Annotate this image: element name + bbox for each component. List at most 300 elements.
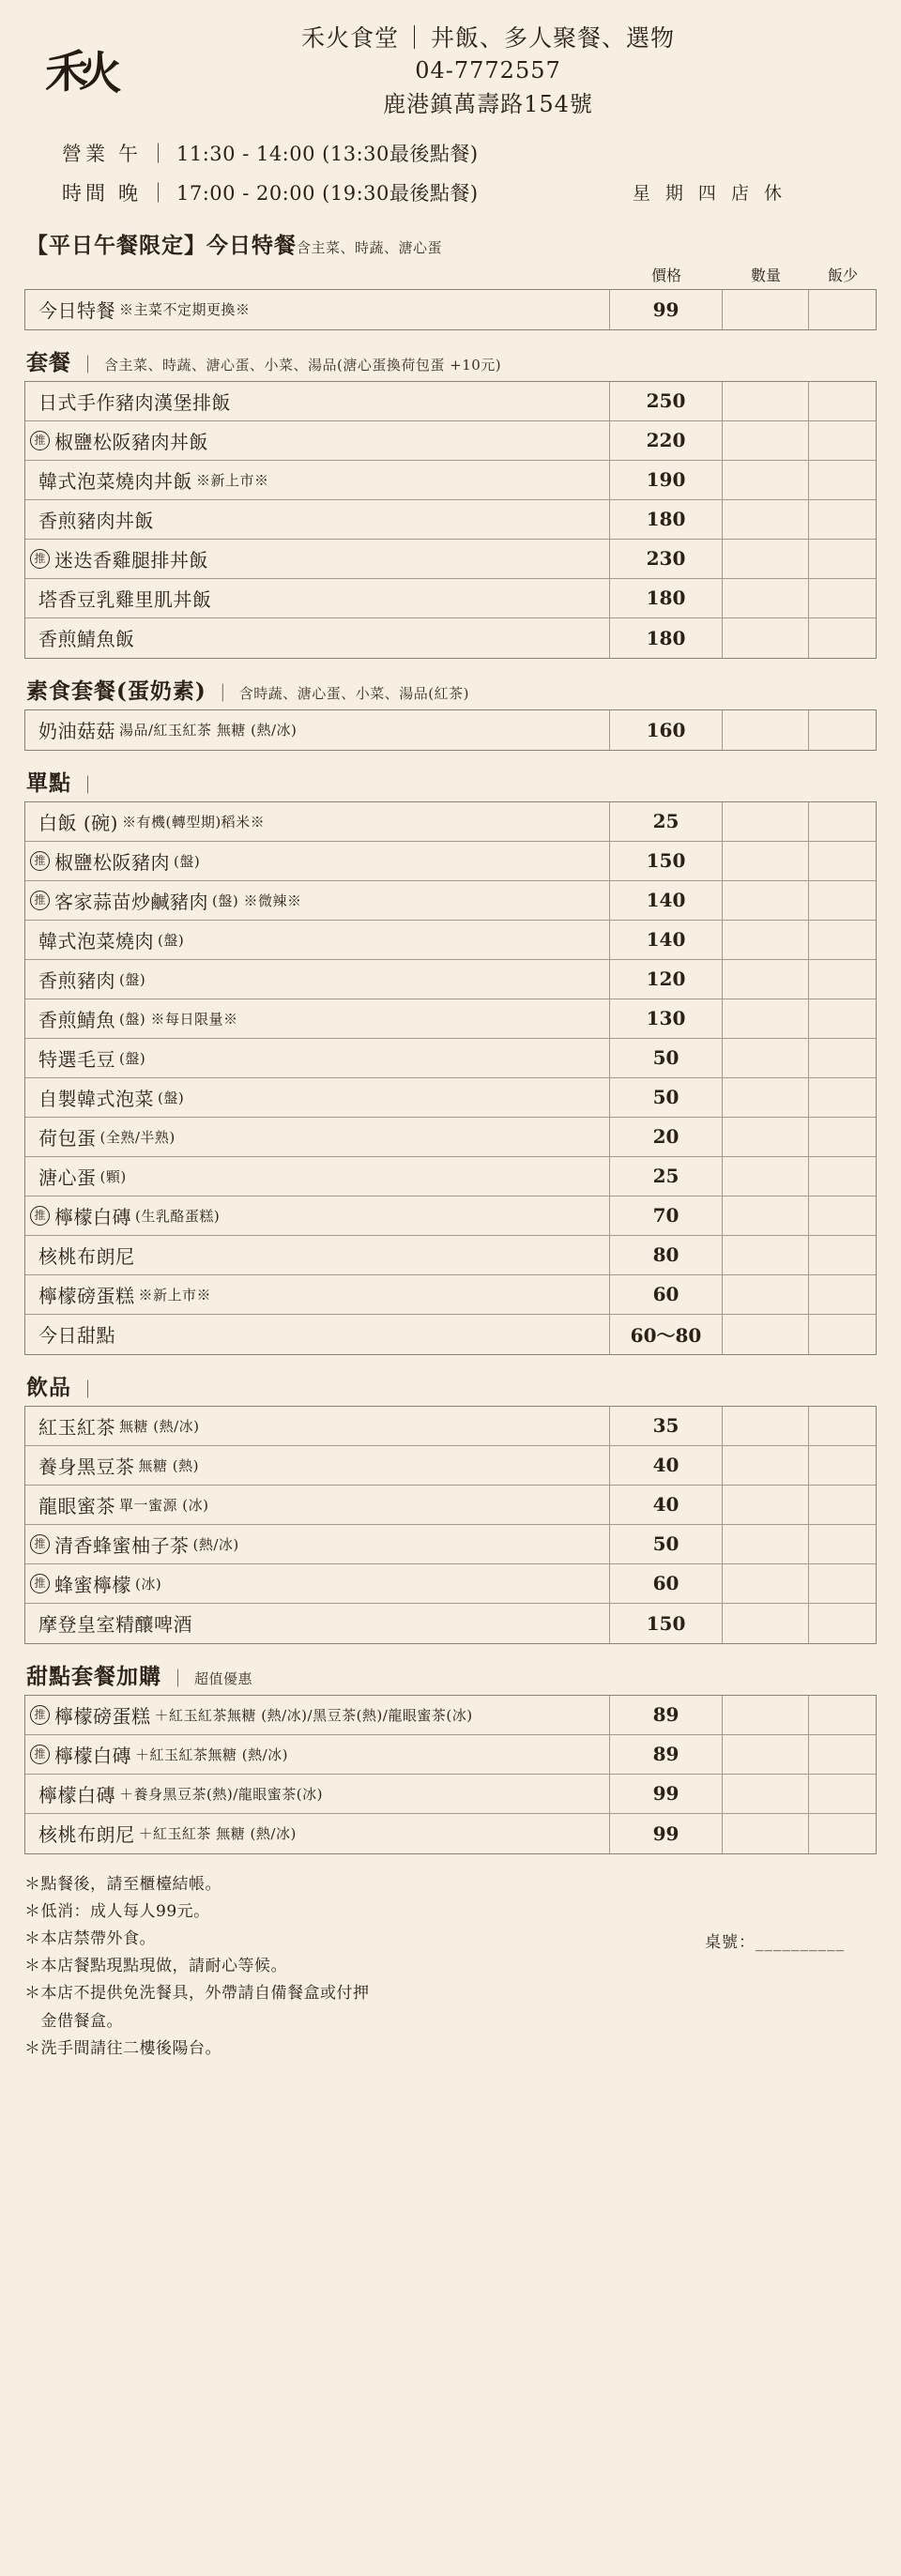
menu-section bbox=[24, 345, 877, 659]
item-name-cell bbox=[25, 921, 609, 959]
item-name-cell bbox=[25, 1775, 609, 1813]
menu-item-row[interactable] bbox=[25, 842, 876, 881]
item-less-rice-checkbox[interactable] bbox=[808, 1157, 876, 1196]
menu-item-row[interactable] bbox=[25, 1735, 876, 1775]
title-separator: ｜ bbox=[402, 24, 427, 52]
item-note: (盤) bbox=[119, 1049, 146, 1067]
item-name-cell bbox=[25, 802, 609, 841]
item-price: 70 bbox=[609, 1197, 722, 1235]
item-less-rice-checkbox[interactable] bbox=[808, 1315, 876, 1354]
item-price: 99 bbox=[609, 1775, 722, 1813]
item-note: 無糖 (熱) bbox=[138, 1456, 199, 1474]
hours-label-time: 時間 bbox=[62, 181, 109, 205]
item-name-cell bbox=[25, 1039, 609, 1077]
item-note: (顆) bbox=[99, 1167, 127, 1185]
item-less-rice-checkbox[interactable] bbox=[808, 500, 876, 539]
menu-item-row[interactable] bbox=[25, 710, 876, 750]
item-name: 檸檬白磚 bbox=[54, 1205, 131, 1228]
item-name: 蜂蜜檸檬 bbox=[54, 1573, 131, 1596]
menu-header bbox=[24, 17, 877, 121]
item-less-rice-checkbox[interactable] bbox=[808, 1486, 876, 1524]
footer-note: ＊本店餐點現點現做，請耐心等候。 bbox=[24, 1957, 287, 1976]
shop-address: 鹿港鎮萬壽路154號 bbox=[383, 90, 593, 117]
item-name: 紅玉紅茶 bbox=[38, 1415, 115, 1439]
item-qty-input[interactable] bbox=[722, 1315, 808, 1354]
item-less-rice-checkbox[interactable] bbox=[808, 1039, 876, 1077]
item-name-cell bbox=[25, 382, 609, 420]
item-name: 椒鹽松阪豬肉 bbox=[54, 850, 170, 874]
item-name-cell bbox=[25, 1486, 609, 1524]
menu-section bbox=[24, 228, 877, 330]
item-note: (冰) bbox=[135, 1575, 162, 1593]
item-name-cell bbox=[25, 710, 609, 750]
item-price: 80 bbox=[609, 1236, 722, 1274]
item-note: (盤) bbox=[158, 931, 185, 949]
item-qty-input[interactable] bbox=[722, 618, 808, 658]
menu-section bbox=[24, 1659, 877, 1854]
menu-table bbox=[24, 381, 877, 659]
item-price: 50 bbox=[609, 1525, 722, 1563]
item-name-cell bbox=[25, 1275, 609, 1314]
item-name: 溏心蛋 bbox=[38, 1166, 97, 1189]
section-header bbox=[24, 674, 877, 709]
item-qty-input[interactable] bbox=[722, 290, 808, 329]
menu-table bbox=[24, 709, 877, 751]
item-price: 60 bbox=[609, 1564, 722, 1603]
item-name: 核桃布朗尼 bbox=[38, 1244, 135, 1268]
item-qty-input[interactable] bbox=[722, 1407, 808, 1445]
item-name-cell bbox=[25, 1814, 609, 1853]
item-price: 50 bbox=[609, 1078, 722, 1117]
menu-item-row[interactable] bbox=[25, 1197, 876, 1236]
item-less-rice-checkbox[interactable] bbox=[808, 999, 876, 1038]
shop-name: 禾火食堂 bbox=[300, 24, 399, 52]
item-price: 250 bbox=[609, 382, 722, 420]
item-qty-input[interactable] bbox=[722, 540, 808, 578]
menu-item-row[interactable] bbox=[25, 1696, 876, 1735]
column-header-price: 價格 bbox=[650, 266, 681, 284]
item-name-cell bbox=[25, 1236, 609, 1274]
item-name-cell bbox=[25, 500, 609, 539]
item-note: (熱/冰) bbox=[192, 1535, 239, 1553]
item-qty-input[interactable] bbox=[722, 1525, 808, 1563]
menu-item-row[interactable] bbox=[25, 1039, 876, 1078]
shop-phone: 04-7772557 bbox=[415, 56, 561, 84]
item-less-rice-checkbox[interactable] bbox=[808, 382, 876, 420]
footer-note: ＊本店不提供免洗餐具，外帶請自備餐盒或付押 bbox=[24, 1984, 370, 2004]
item-name-cell bbox=[25, 421, 609, 460]
item-less-rice-checkbox[interactable] bbox=[808, 1197, 876, 1235]
item-less-rice-checkbox[interactable] bbox=[808, 960, 876, 998]
menu-table bbox=[24, 289, 877, 330]
restaurant-logo-icon: 禾 火 bbox=[45, 44, 117, 100]
menu-item-row[interactable] bbox=[25, 290, 876, 329]
hours-value-lunch: 11:30 - 14:00 (13:30最後點餐) bbox=[176, 142, 479, 165]
item-name-cell bbox=[25, 461, 609, 499]
item-name-cell bbox=[25, 1315, 609, 1354]
footer-note: ＊點餐後，請至櫃檯結帳。 bbox=[24, 1874, 221, 1894]
item-qty-input[interactable] bbox=[722, 921, 808, 959]
item-qty-input[interactable] bbox=[722, 999, 808, 1038]
item-qty-input[interactable] bbox=[722, 1039, 808, 1077]
item-name: 塔香豆乳雞里肌丼飯 bbox=[38, 587, 212, 611]
header-text-block bbox=[137, 23, 877, 121]
footer-note: ＊洗手間請往二樓後陽台。 bbox=[24, 2038, 221, 2058]
item-name-cell bbox=[25, 1407, 609, 1445]
item-name: 檸檬磅蛋糕 bbox=[38, 1284, 135, 1307]
shop-tagline: 丼飯、多人聚餐、選物 bbox=[431, 24, 676, 52]
recommended-badge-icon: 推 bbox=[30, 1206, 50, 1226]
menu-item-row[interactable] bbox=[25, 921, 876, 960]
section-header bbox=[24, 766, 877, 801]
item-note: (全熟/半熟) bbox=[99, 1128, 176, 1146]
item-price: 140 bbox=[609, 881, 722, 920]
item-qty-input[interactable] bbox=[722, 1446, 808, 1485]
item-name-cell bbox=[25, 290, 609, 329]
item-less-rice-checkbox[interactable] bbox=[808, 1604, 876, 1643]
item-less-rice-checkbox[interactable] bbox=[808, 1407, 876, 1445]
menu-item-row[interactable] bbox=[25, 1604, 876, 1643]
menu-table bbox=[24, 1695, 877, 1854]
item-name: 龍眼蜜茶 bbox=[38, 1494, 115, 1517]
item-qty-input[interactable] bbox=[722, 382, 808, 420]
menu-item-row[interactable] bbox=[25, 1315, 876, 1354]
item-name-cell bbox=[25, 1604, 609, 1643]
item-name: 日式手作豬肉漢堡排飯 bbox=[38, 390, 231, 414]
hours-bar-2: ｜ bbox=[148, 181, 168, 205]
item-less-rice-checkbox[interactable] bbox=[808, 579, 876, 617]
opening-hours bbox=[24, 134, 877, 213]
menu-item-row[interactable] bbox=[25, 1275, 876, 1315]
item-qty-input[interactable] bbox=[722, 842, 808, 880]
footer-note: ＊本店禁帶外食。 bbox=[24, 1929, 156, 1949]
item-name: 清香蜂蜜柚子茶 bbox=[54, 1533, 190, 1557]
item-price: 89 bbox=[609, 1735, 722, 1774]
item-name: 奶油菇菇 bbox=[38, 720, 115, 743]
item-name-cell bbox=[25, 1564, 609, 1603]
section-separator: ｜ bbox=[79, 354, 98, 375]
section-header bbox=[24, 1659, 877, 1695]
item-qty-input[interactable] bbox=[722, 710, 808, 750]
hours-key-dinner: 晚 bbox=[118, 181, 140, 205]
item-name-cell bbox=[25, 1446, 609, 1485]
section-separator: ｜ bbox=[169, 1668, 188, 1689]
menu-item-row[interactable] bbox=[25, 1446, 876, 1486]
item-less-rice-checkbox[interactable] bbox=[808, 618, 876, 658]
section-title: 套餐 bbox=[26, 349, 71, 375]
item-qty-input[interactable] bbox=[722, 421, 808, 460]
item-qty-input[interactable] bbox=[722, 1078, 808, 1117]
recommended-badge-icon: 推 bbox=[30, 1534, 50, 1554]
menu-table bbox=[24, 1406, 877, 1644]
recommended-badge-icon: 推 bbox=[30, 431, 50, 450]
item-less-rice-checkbox[interactable] bbox=[808, 710, 876, 750]
item-note: ※新上市※ bbox=[196, 471, 269, 489]
item-note: ＋紅玉紅茶 無糖 (熱/冰) bbox=[138, 1825, 297, 1843]
item-qty-input[interactable] bbox=[722, 1564, 808, 1603]
menu-item-row[interactable] bbox=[25, 579, 876, 618]
item-name: 香煎豬肉 bbox=[38, 968, 115, 992]
item-note: 無糖 (熱/冰) bbox=[119, 1417, 200, 1435]
column-header-qty: 數量 bbox=[750, 266, 781, 284]
item-qty-input[interactable] bbox=[722, 1275, 808, 1314]
item-less-rice-checkbox[interactable] bbox=[808, 802, 876, 841]
item-qty-input[interactable] bbox=[722, 1696, 808, 1734]
item-less-rice-checkbox[interactable] bbox=[808, 1525, 876, 1563]
item-price: 230 bbox=[609, 540, 722, 578]
item-qty-input[interactable] bbox=[722, 881, 808, 920]
item-name: 今日甜點 bbox=[38, 1324, 115, 1348]
menu-sections bbox=[24, 228, 877, 1854]
item-note: 單一蜜源 (冰) bbox=[119, 1496, 209, 1514]
item-note: (盤) bbox=[158, 1089, 185, 1106]
menu-item-row[interactable] bbox=[25, 1118, 876, 1157]
hours-bar-1: ｜ bbox=[148, 142, 168, 165]
item-price: 190 bbox=[609, 461, 722, 499]
section-subtitle: 超值優惠 bbox=[194, 1669, 253, 1687]
item-name: 養身黑豆茶 bbox=[38, 1455, 135, 1478]
item-name: 香煎鯖魚 bbox=[38, 1008, 115, 1031]
item-note: ＋紅玉紅茶無糖 (熱/冰)/黑豆茶(熱)/龍眼蜜茶(冰) bbox=[154, 1706, 473, 1724]
menu-table bbox=[24, 801, 877, 1355]
menu-item-row[interactable] bbox=[25, 999, 876, 1039]
section-subtitle: 含時蔬、溏心蛋、小菜、湯品(紅茶) bbox=[238, 684, 469, 702]
menu-item-row[interactable] bbox=[25, 421, 876, 461]
item-qty-input[interactable] bbox=[722, 1735, 808, 1774]
hours-label-business: 營業 bbox=[62, 142, 109, 165]
item-qty-input[interactable] bbox=[722, 1604, 808, 1643]
item-name-cell bbox=[25, 1197, 609, 1235]
menu-item-row[interactable] bbox=[25, 1157, 876, 1197]
item-less-rice-checkbox[interactable] bbox=[808, 540, 876, 578]
item-less-rice-checkbox[interactable] bbox=[808, 1078, 876, 1117]
item-less-rice-checkbox[interactable] bbox=[808, 1275, 876, 1314]
item-less-rice-checkbox[interactable] bbox=[808, 461, 876, 499]
item-price: 25 bbox=[609, 1157, 722, 1196]
menu-item-row[interactable] bbox=[25, 1236, 876, 1275]
item-price: 60〜80 bbox=[609, 1315, 722, 1354]
menu-item-row[interactable] bbox=[25, 618, 876, 658]
item-name-cell bbox=[25, 842, 609, 880]
recommended-badge-icon: 推 bbox=[30, 891, 50, 910]
item-price: 89 bbox=[609, 1696, 722, 1734]
item-qty-input[interactable] bbox=[722, 461, 808, 499]
item-less-rice-checkbox[interactable] bbox=[808, 1814, 876, 1853]
item-price: 160 bbox=[609, 710, 722, 750]
hours-value-dinner: 17:00 - 20:00 (19:30最後點餐) bbox=[176, 181, 479, 205]
recommended-badge-icon: 推 bbox=[30, 1745, 50, 1764]
menu-section bbox=[24, 674, 877, 751]
item-note: (盤) ※微辣※ bbox=[212, 892, 302, 909]
closed-day-notice: 星 期 四 店 休 bbox=[632, 182, 786, 204]
item-note: ＋紅玉紅茶無糖 (熱/冰) bbox=[135, 1745, 289, 1763]
section-separator: ｜ bbox=[79, 774, 98, 796]
item-name: 韓式泡菜燒肉丼飯 bbox=[38, 469, 192, 493]
logo bbox=[24, 23, 137, 113]
item-name-cell bbox=[25, 1696, 609, 1734]
recommended-badge-icon: 推 bbox=[30, 1574, 50, 1593]
menu-item-row[interactable] bbox=[25, 1525, 876, 1564]
item-note: ※有機(轉型期)稻米※ bbox=[121, 813, 266, 831]
item-name-cell bbox=[25, 618, 609, 658]
item-name: 荷包蛋 bbox=[38, 1126, 97, 1150]
item-price: 180 bbox=[609, 618, 722, 658]
menu-section bbox=[24, 766, 877, 1355]
item-name: 香煎豬肉丼飯 bbox=[38, 509, 154, 532]
item-less-rice-checkbox[interactable] bbox=[808, 421, 876, 460]
item-price: 99 bbox=[609, 1814, 722, 1853]
recommended-badge-icon: 推 bbox=[30, 1705, 50, 1725]
menu-section bbox=[24, 1370, 877, 1644]
menu-item-row[interactable] bbox=[25, 1078, 876, 1118]
column-headers bbox=[24, 264, 877, 289]
header-title-line bbox=[137, 23, 839, 54]
item-less-rice-checkbox[interactable] bbox=[808, 290, 876, 329]
item-less-rice-checkbox[interactable] bbox=[808, 921, 876, 959]
item-less-rice-checkbox[interactable] bbox=[808, 1775, 876, 1813]
item-name-cell bbox=[25, 1735, 609, 1774]
item-name: 迷迭香雞腿排丼飯 bbox=[54, 548, 208, 572]
item-qty-input[interactable] bbox=[722, 1814, 808, 1853]
item-name-cell bbox=[25, 579, 609, 617]
item-price: 140 bbox=[609, 921, 722, 959]
menu-item-row[interactable] bbox=[25, 1814, 876, 1853]
item-price: 150 bbox=[609, 1604, 722, 1643]
section-separator: ｜ bbox=[79, 1379, 98, 1400]
column-header-rice: 飯少 bbox=[827, 266, 858, 284]
section-separator: ｜ bbox=[213, 682, 232, 704]
item-qty-input[interactable] bbox=[722, 1236, 808, 1274]
item-less-rice-checkbox[interactable] bbox=[808, 1118, 876, 1156]
section-subtitle: 含主菜、時蔬、溏心蛋 bbox=[297, 238, 443, 256]
column-spacer bbox=[24, 264, 610, 285]
item-note: 湯品/紅玉紅茶 無糖 (熱/冰) bbox=[119, 722, 298, 739]
footer-notes bbox=[24, 1871, 877, 2064]
recommended-badge-icon: 推 bbox=[30, 549, 50, 569]
item-price: 130 bbox=[609, 999, 722, 1038]
item-name-cell bbox=[25, 1525, 609, 1563]
item-less-rice-checkbox[interactable] bbox=[808, 842, 876, 880]
item-less-rice-checkbox[interactable] bbox=[808, 1236, 876, 1274]
item-qty-input[interactable] bbox=[722, 1197, 808, 1235]
item-name: 自製韓式泡菜 bbox=[38, 1087, 154, 1110]
item-name: 摩登皇室精釀啤酒 bbox=[38, 1613, 192, 1637]
item-note: (盤) ※每日限量※ bbox=[119, 1010, 238, 1028]
section-header bbox=[24, 228, 877, 264]
item-price: 180 bbox=[609, 579, 722, 617]
item-note: ※新上市※ bbox=[138, 1286, 212, 1303]
item-note: ＋養身黑豆茶(熱)/龍眼蜜茶(冰) bbox=[119, 1785, 323, 1803]
footer-note: 金借餐盒。 bbox=[24, 2011, 123, 2031]
section-title: 素食套餐(蛋奶素) bbox=[26, 678, 206, 704]
item-less-rice-checkbox[interactable] bbox=[808, 1446, 876, 1485]
item-price: 220 bbox=[609, 421, 722, 460]
item-qty-input[interactable] bbox=[722, 579, 808, 617]
item-name-cell bbox=[25, 1157, 609, 1196]
item-price: 150 bbox=[609, 842, 722, 880]
section-title: 【平日午餐限定】今日特餐 bbox=[26, 232, 297, 258]
item-qty-input[interactable] bbox=[722, 1118, 808, 1156]
menu-item-row[interactable] bbox=[25, 802, 876, 842]
menu-item-row[interactable] bbox=[25, 1775, 876, 1814]
menu-item-row[interactable] bbox=[25, 540, 876, 579]
table-number-field[interactable]: 桌號：__________ bbox=[705, 1932, 845, 1952]
item-note: (盤) bbox=[119, 970, 146, 988]
item-price: 50 bbox=[609, 1039, 722, 1077]
item-name: 檸檬白磚 bbox=[54, 1744, 131, 1767]
section-subtitle: 含主菜、時蔬、溏心蛋、小菜、湯品(溏心蛋換荷包蛋 +10元) bbox=[104, 356, 502, 373]
item-less-rice-checkbox[interactable] bbox=[808, 1696, 876, 1734]
item-name: 檸檬白磚 bbox=[38, 1783, 115, 1806]
item-name: 今日特餐 bbox=[38, 299, 115, 323]
section-title: 單點 bbox=[26, 770, 71, 796]
item-price: 40 bbox=[609, 1486, 722, 1524]
item-name-cell bbox=[25, 1078, 609, 1117]
item-name: 檸檬磅蛋糕 bbox=[54, 1704, 151, 1728]
item-price: 35 bbox=[609, 1407, 722, 1445]
item-note: (生乳酪蛋糕) bbox=[135, 1207, 221, 1225]
item-less-rice-checkbox[interactable] bbox=[808, 1564, 876, 1603]
menu-item-row[interactable] bbox=[25, 1486, 876, 1525]
item-price: 25 bbox=[609, 802, 722, 841]
item-name: 白飯 (碗) bbox=[38, 811, 118, 834]
menu-item-row[interactable] bbox=[25, 461, 876, 500]
item-name: 香煎鯖魚飯 bbox=[38, 628, 135, 651]
item-qty-input[interactable] bbox=[722, 1157, 808, 1196]
item-qty-input[interactable] bbox=[722, 802, 808, 841]
menu-item-row[interactable] bbox=[25, 1564, 876, 1604]
item-price: 99 bbox=[609, 290, 722, 329]
item-note: (盤) bbox=[174, 852, 201, 870]
item-name-cell bbox=[25, 881, 609, 920]
item-qty-input[interactable] bbox=[722, 960, 808, 998]
item-name: 特選毛豆 bbox=[38, 1047, 115, 1071]
section-header bbox=[24, 345, 877, 381]
menu-item-row[interactable] bbox=[25, 960, 876, 999]
item-name-cell bbox=[25, 960, 609, 998]
footer-note: ＊低消：成人每人99元。 bbox=[24, 1901, 210, 1921]
item-note: ※主菜不定期更換※ bbox=[119, 301, 251, 319]
item-price: 60 bbox=[609, 1275, 722, 1314]
menu-item-row[interactable] bbox=[25, 500, 876, 540]
menu-item-row[interactable] bbox=[25, 382, 876, 421]
item-price: 40 bbox=[609, 1446, 722, 1485]
item-name-cell bbox=[25, 540, 609, 578]
hours-key-lunch: 午 bbox=[118, 142, 140, 165]
item-name-cell bbox=[25, 1118, 609, 1156]
menu-item-row[interactable] bbox=[25, 1407, 876, 1446]
item-price: 20 bbox=[609, 1118, 722, 1156]
hours-row-lunch bbox=[62, 134, 877, 174]
item-qty-input[interactable] bbox=[722, 1775, 808, 1813]
item-less-rice-checkbox[interactable] bbox=[808, 1735, 876, 1774]
section-title: 甜點套餐加購 bbox=[26, 1663, 161, 1689]
item-name: 客家蒜苗炒鹹豬肉 bbox=[54, 890, 208, 913]
recommended-badge-icon: 推 bbox=[30, 851, 50, 871]
item-price: 120 bbox=[609, 960, 722, 998]
item-less-rice-checkbox[interactable] bbox=[808, 881, 876, 920]
section-header bbox=[24, 1370, 877, 1406]
item-name: 核桃布朗尼 bbox=[38, 1823, 135, 1847]
menu-item-row[interactable] bbox=[25, 881, 876, 921]
item-qty-input[interactable] bbox=[722, 500, 808, 539]
item-name: 韓式泡菜燒肉 bbox=[38, 929, 154, 953]
item-name: 椒鹽松阪豬肉丼飯 bbox=[54, 430, 208, 453]
section-title: 飲品 bbox=[26, 1374, 71, 1400]
item-name-cell bbox=[25, 999, 609, 1038]
item-price: 180 bbox=[609, 500, 722, 539]
item-qty-input[interactable] bbox=[722, 1486, 808, 1524]
